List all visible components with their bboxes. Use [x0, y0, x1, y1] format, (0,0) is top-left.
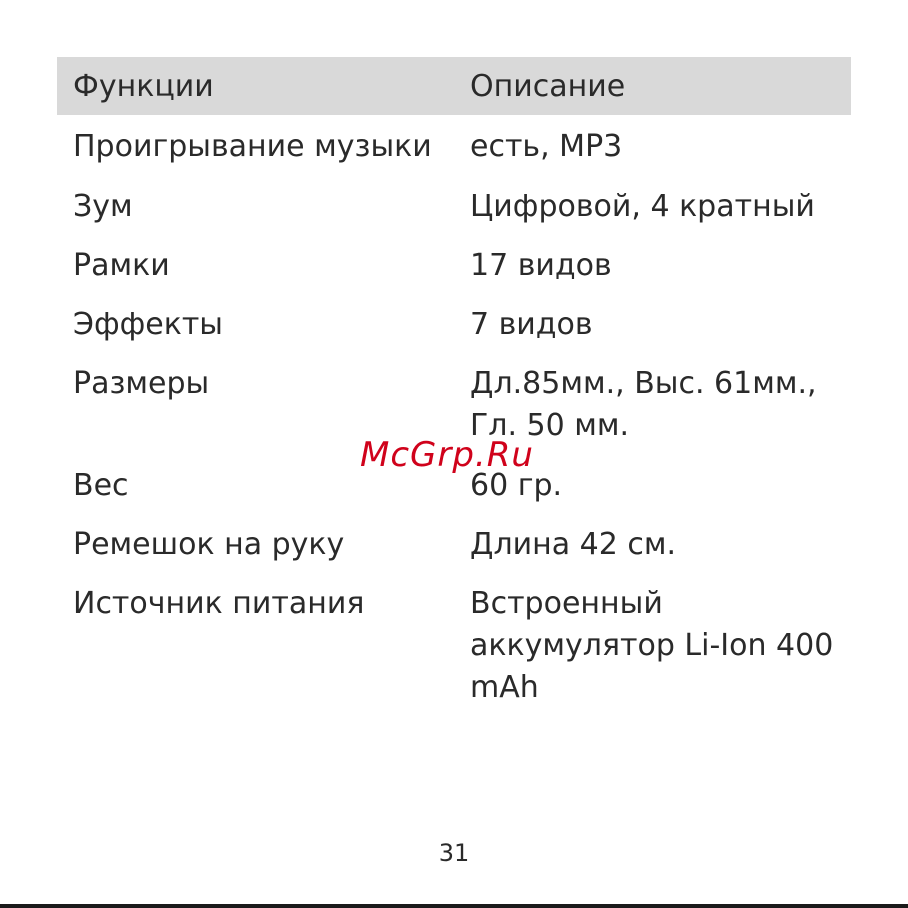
row-description-music: есть, MP3 [470, 129, 623, 164]
page-number: 31 [438, 839, 470, 867]
watermark: McGrp.Ru [360, 435, 534, 475]
row-function-effects: Эффекты [73, 307, 223, 342]
row-description-power-line2: аккумулятор Li-Ion 400 [470, 628, 834, 663]
row-description-dimensions-line1: Дл.85мм., Выс. 61мм., [470, 366, 817, 401]
row-description-power-line1: Встроенный [470, 586, 663, 621]
row-description-power-line3: mAh [470, 670, 539, 705]
row-function-strap: Ремешок на руку [73, 527, 345, 562]
row-description-weight: 60 гр. [470, 468, 563, 503]
bottom-divider [0, 904, 908, 908]
row-function-weight: Вес [73, 468, 129, 503]
row-description-frames: 17 видов [470, 248, 612, 283]
row-description-dimensions-line2: Гл. 50 мм. [470, 408, 630, 443]
row-function-zoom: Зум [73, 189, 133, 224]
row-function-music: Проигрывание музыки [73, 129, 432, 164]
row-function-frames: Рамки [73, 248, 170, 283]
row-function-dimensions: Размеры [73, 366, 210, 401]
row-description-strap: Длина 42 см. [470, 527, 677, 562]
row-description-zoom: Цифровой, 4 кратный [470, 189, 815, 224]
row-function-power: Источник питания [73, 586, 365, 621]
header-function: Функции [73, 69, 214, 104]
row-description-effects: 7 видов [470, 307, 593, 342]
header-description: Описание [470, 69, 626, 104]
